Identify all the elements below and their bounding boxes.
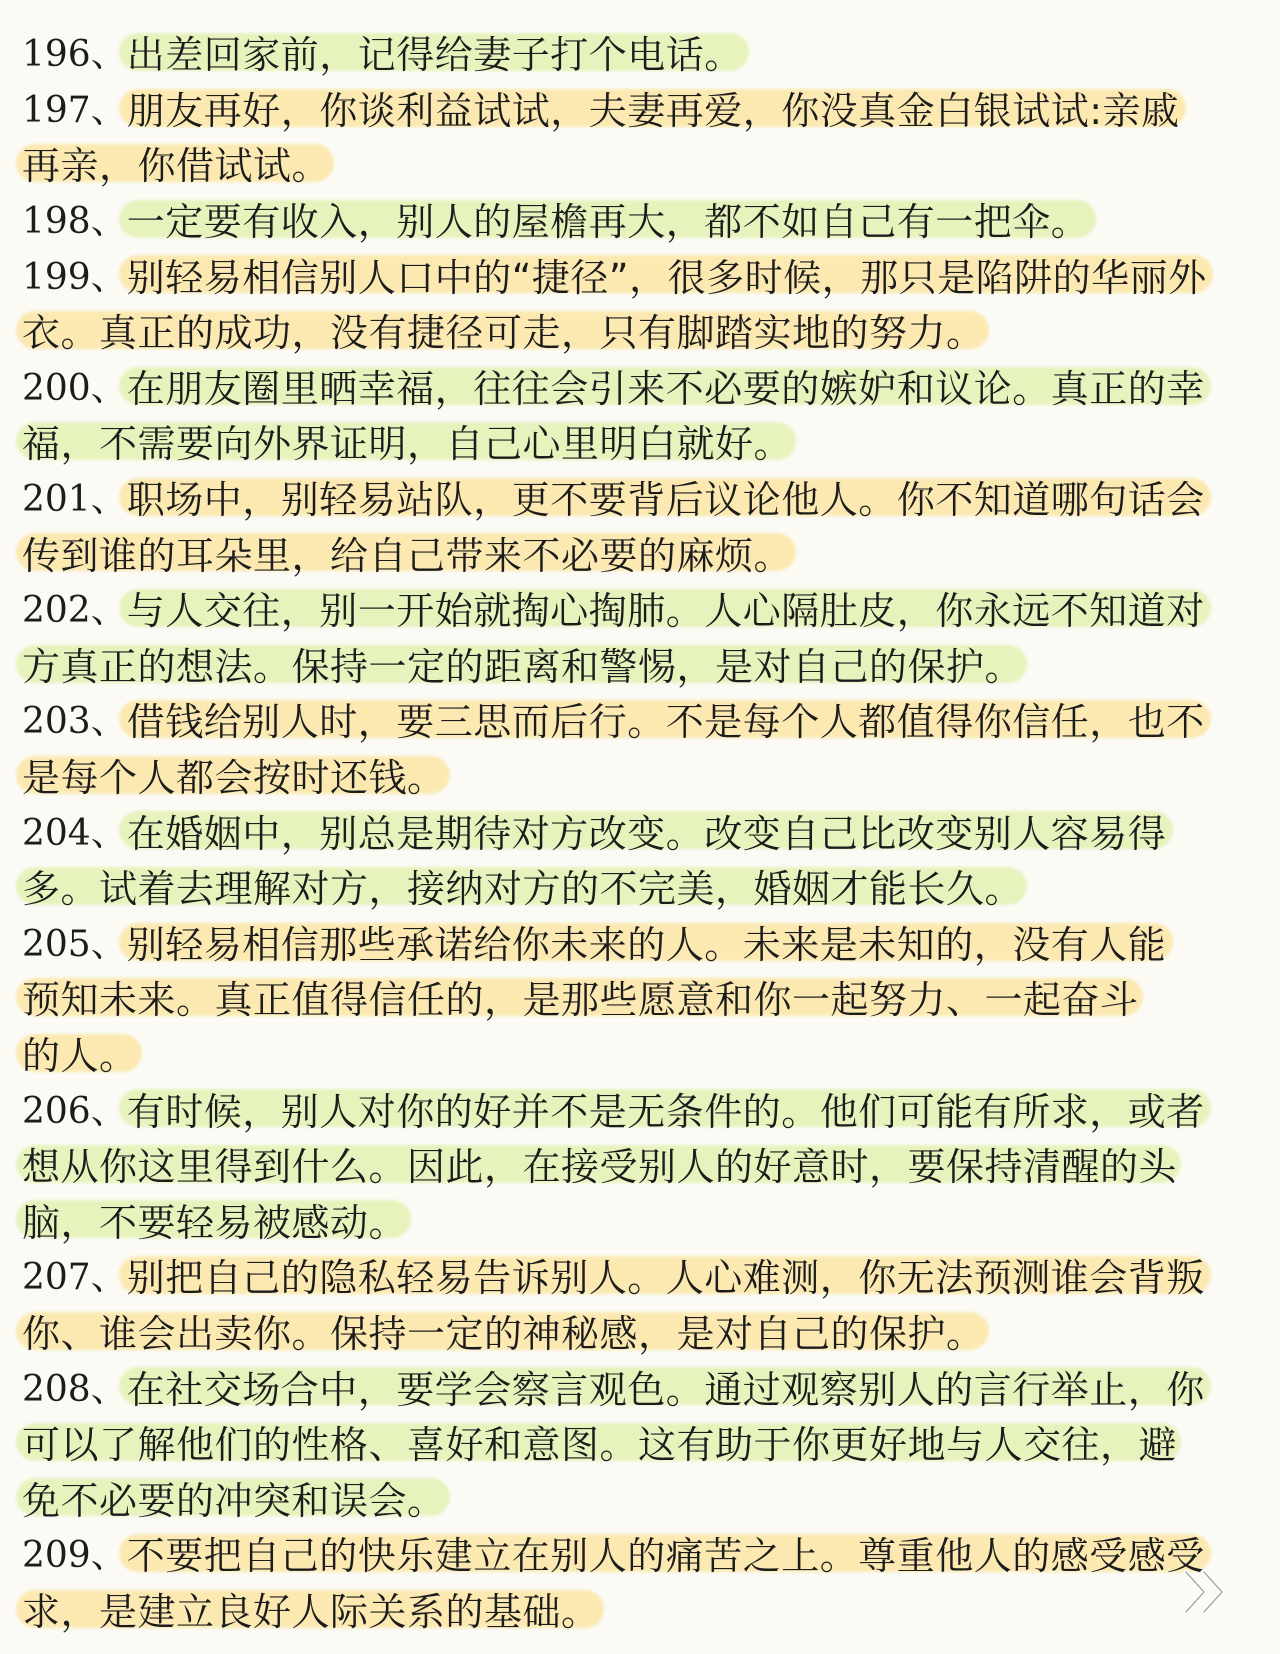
item-200-line-1	[22, 358, 1262, 414]
item-number: 198、	[22, 201, 127, 243]
item-209-line-1	[22, 1525, 1262, 1581]
item-202-line-2	[22, 636, 1262, 692]
item-208-line-2	[22, 1414, 1262, 1470]
item-number: 196、	[22, 34, 127, 76]
item-text: 是每个人都会按时还钱。	[22, 756, 446, 801]
item-208-line-1	[22, 1358, 1262, 1414]
item-203-line-2	[22, 747, 1262, 803]
item-206-line-3	[22, 1191, 1262, 1247]
item-number: 199、	[22, 256, 127, 298]
item-text: 可以了解他们的性格、喜好和意图。这有助于你更好地与人交往，避	[22, 1423, 1178, 1468]
item-text: 在朋友圈里晒幸福，往往会引来不必要的嫉妒和议论。真正的幸	[126, 366, 1205, 411]
item-text: 在婚姻中，别总是期待对方改变。改变自己比改变别人容易得	[126, 811, 1167, 856]
item-207-line-1	[22, 1247, 1262, 1303]
item-200-line-2	[22, 413, 1262, 469]
item-number: 204、	[22, 812, 127, 854]
item-text: 不要把自己的快乐建立在别人的痛苦之上。尊重他人的感受感受	[126, 1534, 1205, 1579]
item-text: 借钱给别人时，要三思而后行。不是每个人都值得你信任，也不	[126, 700, 1205, 745]
item-204-line-1	[22, 802, 1262, 858]
item-201-line-1	[22, 469, 1262, 525]
item-text: 别把自己的隐私轻易告诉别人。人心难测，你无法预测谁会背叛	[126, 1256, 1205, 1301]
item-206-line-2	[22, 1136, 1262, 1192]
item-197-line-2	[22, 135, 1262, 191]
item-206-line-1	[22, 1080, 1262, 1136]
item-number: 209、	[22, 1535, 127, 1577]
item-text: 出差回家前，记得给妻子打个电话。	[126, 33, 743, 78]
item-text: 的人。	[22, 1033, 138, 1078]
item-205-line-3	[22, 1025, 1262, 1081]
item-203-line-1	[22, 691, 1262, 747]
item-text: 有时候，别人对你的好并不是无条件的。他们可能有所求，或者	[126, 1089, 1205, 1134]
item-205-line-1	[22, 914, 1262, 970]
item-text: 朋友再好，你谈利益试试，夫妻再爱，你没真金白银试试:亲戚	[126, 88, 1180, 133]
item-text: 免不必要的冲突和误会。	[22, 1478, 446, 1523]
item-number: 207、	[22, 1257, 127, 1299]
item-text: 福，不需要向外界证明，自己心里明白就好。	[22, 422, 793, 467]
item-204-line-2	[22, 858, 1262, 914]
item-number: 201、	[22, 479, 127, 521]
item-202-line-1	[22, 580, 1262, 636]
item-208-line-3	[22, 1469, 1262, 1525]
item-text: 一定要有收入，别人的屋檐再大，都不如自己有一把伞。	[126, 200, 1090, 245]
item-text: 脑，不要轻易被感动。	[22, 1200, 408, 1245]
item-text: 你、谁会出卖你。保持一定的神秘感，是对自己的保护。	[22, 1311, 985, 1356]
advice-list	[22, 24, 1262, 1636]
item-199-line-1	[22, 246, 1262, 302]
item-196-line-1	[22, 24, 1262, 80]
item-201-line-2	[22, 524, 1262, 580]
item-209-line-2	[22, 1581, 1262, 1637]
item-number: 205、	[22, 923, 127, 965]
item-number: 206、	[22, 1090, 127, 1132]
watermark-logo-icon	[1180, 1568, 1234, 1616]
item-text: 求，是建立良好人际关系的基础。	[22, 1589, 600, 1634]
item-197-line-1	[22, 80, 1262, 136]
item-text: 传到谁的耳朵里，给自己带来不必要的麻烦。	[22, 533, 793, 578]
item-text: 想从你这里得到什么。因此，在接受别人的好意时，要保持清醒的头	[22, 1145, 1178, 1190]
item-number: 202、	[22, 590, 127, 632]
item-207-line-2	[22, 1303, 1262, 1359]
item-number: 197、	[22, 89, 127, 131]
item-text: 别轻易相信别人口中的“捷径”，很多时候，那只是陷阱的华丽外	[126, 255, 1207, 300]
item-number: 208、	[22, 1368, 127, 1410]
item-199-line-2	[22, 302, 1262, 358]
item-205-line-2	[22, 969, 1262, 1025]
item-text: 与人交往，别一开始就掏心掏肺。人心隔肚皮，你永远不知道对	[126, 589, 1205, 634]
item-text: 衣。真正的成功，没有捷径可走，只有脚踏实地的努力。	[22, 311, 985, 356]
item-text: 别轻易相信那些承诺给你未来的人。未来是未知的，没有人能	[126, 922, 1167, 967]
item-text: 多。试着去理解对方，接纳对方的不完美，婚姻才能长久。	[22, 867, 1024, 912]
item-text: 职场中，别轻易站队，更不要背后议论他人。你不知道哪句话会	[126, 478, 1205, 523]
item-number: 203、	[22, 701, 127, 743]
item-text: 在社交场合中，要学会察言观色。通过观察别人的言行举止，你	[126, 1367, 1205, 1412]
item-text: 预知未来。真正值得信任的，是那些愿意和你一起努力、一起奋斗	[22, 978, 1139, 1023]
item-text: 再亲，你借试试。	[22, 144, 331, 189]
item-number: 200、	[22, 367, 127, 409]
item-198-line-1	[22, 191, 1262, 247]
item-text: 方真正的想法。保持一定的距离和警惕，是对自己的保护。	[22, 644, 1024, 689]
